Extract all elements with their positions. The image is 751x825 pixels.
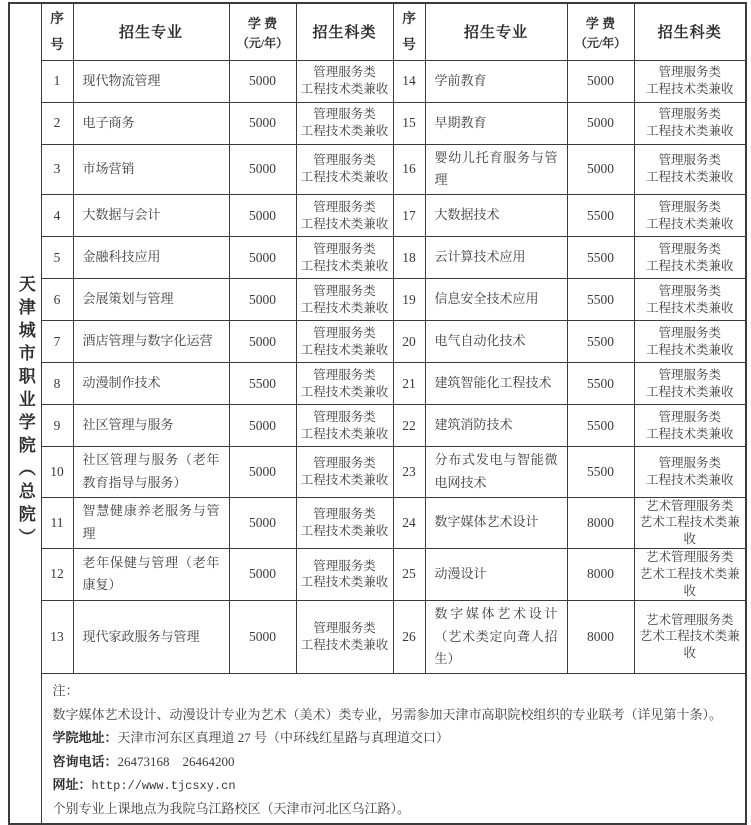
fee-header-line2: （元/年） (574, 35, 627, 50)
category-line1: 管理服务类 (658, 107, 721, 122)
major-cell: 电气自动化技术 (425, 321, 567, 363)
major-cell: 酒店管理与数字化运营 (73, 321, 229, 363)
category-line2: 工程技术类兼收 (300, 575, 389, 590)
category-line2: 工程技术类兼收 (300, 216, 389, 231)
seq-cell: 6 (41, 279, 73, 321)
category-cell (296, 447, 393, 498)
category-line1: 管理服务类 (658, 199, 721, 214)
fee-cell: 5000 (229, 447, 296, 498)
category-cell (634, 497, 746, 549)
category-line2: 工程技术类兼收 (300, 82, 389, 96)
major-cell: 现代物流管理 (73, 60, 229, 102)
fee-cell: 8000 (567, 497, 634, 549)
fee-cell: 5000 (229, 279, 296, 321)
table-row (9, 60, 746, 102)
college-name-vertical: 天津城市职业学院（总院） (9, 3, 41, 824)
major-cell: 社区管理与服务 (73, 405, 229, 447)
category-cell (634, 60, 746, 102)
category-line2: 工程技术类兼收 (645, 124, 734, 138)
fee-cell: 5500 (567, 279, 634, 321)
category-line2: 工程技术类兼收 (645, 258, 734, 273)
major-cell: 大数据技术 (425, 195, 567, 237)
fee-cell: 5000 (229, 144, 296, 195)
table-row (9, 497, 746, 549)
fee-cell: 8000 (567, 549, 634, 601)
major-cell: 大数据与会计 (73, 195, 229, 237)
category-line2: 工程技术类兼收 (300, 426, 389, 441)
seq-cell: 15 (393, 102, 425, 144)
category-header-left: 招生科类 (296, 3, 393, 60)
fee-cell: 5000 (229, 60, 296, 102)
category-line1: 管理服务类 (313, 455, 376, 470)
fee-cell: 5000 (567, 102, 634, 144)
fee-header-line1: 学 费 (585, 15, 616, 31)
fee-cell: 5000 (229, 549, 296, 601)
table-row (9, 102, 746, 144)
category-line1: 管理服务类 (313, 283, 376, 298)
major-cell: 社区管理与服务（老年教育指导与服务） (73, 447, 229, 498)
category-line2: 工程技术类兼收 (645, 426, 734, 441)
major-cell: 学前教育 (425, 60, 567, 102)
category-header-right: 招生科类 (634, 3, 746, 60)
category-cell (296, 102, 393, 144)
category-line2: 工程技术类兼收 (645, 216, 734, 231)
fee-cell: 5000 (567, 144, 634, 195)
category-cell (634, 321, 746, 363)
address-text: 天津市河东区真理道 27 号（中环线红星路与真理道交口） (117, 730, 450, 746)
fee-cell: 5000 (229, 321, 296, 363)
seq-cell: 12 (41, 549, 73, 601)
category-line2: 工程技术类兼收 (300, 300, 389, 315)
major-cell: 市场营销 (73, 144, 229, 195)
category-line2: 工程技术类兼收 (300, 342, 389, 357)
category-cell (296, 237, 393, 279)
category-line1: 管理服务类 (313, 241, 376, 256)
category-cell (296, 363, 393, 405)
seq-cell: 14 (393, 60, 425, 102)
category-line1: 管理服务类 (313, 558, 376, 573)
category-line2: 工程技术类兼收 (300, 258, 389, 273)
fee-cell: 5500 (567, 195, 634, 237)
category-cell (634, 195, 746, 237)
major-cell: 智慧健康养老服务与管理 (73, 497, 229, 549)
category-line2: 工程技术类兼收 (645, 300, 734, 315)
table-row (9, 549, 746, 601)
table-row (9, 237, 746, 279)
category-cell (634, 549, 746, 601)
major-cell: 信息安全技术应用 (425, 279, 567, 321)
seq-cell: 13 (41, 600, 73, 673)
table-row (9, 447, 746, 498)
category-cell (296, 600, 393, 673)
category-cell (296, 195, 393, 237)
category-cell (296, 497, 393, 549)
seq-cell: 17 (393, 195, 425, 237)
seq-cell: 23 (393, 447, 425, 498)
category-line1: 艺术管理服务类 (645, 498, 734, 513)
fee-cell: 5000 (229, 497, 296, 549)
category-cell (634, 600, 746, 673)
major-header-right: 招生专业 (425, 3, 567, 60)
category-line1: 管理服务类 (658, 409, 721, 424)
fee-cell: 5000 (229, 600, 296, 673)
seq-header-left (41, 3, 73, 60)
category-line1: 管理服务类 (658, 283, 721, 298)
table-row (9, 195, 746, 237)
category-line1: 管理服务类 (313, 621, 376, 635)
category-line2: 艺术工程技术类兼收 (639, 567, 740, 598)
category-cell (296, 405, 393, 447)
major-cell: 婴幼儿托育服务与管理 (425, 144, 567, 195)
seq-cell: 20 (393, 321, 425, 363)
seq-cell: 7 (41, 321, 73, 363)
notes-row (9, 674, 746, 824)
major-cell: 早期教育 (425, 102, 567, 144)
fee-cell: 5500 (567, 405, 634, 447)
fee-cell: 5500 (567, 447, 634, 498)
fee-cell: 5000 (229, 405, 296, 447)
category-cell (634, 405, 746, 447)
category-line2: 工程技术类兼收 (645, 472, 734, 487)
major-cell: 云计算技术应用 (425, 237, 567, 279)
category-line2: 工程技术类兼收 (300, 637, 389, 652)
category-line2: 工程技术类兼收 (300, 170, 389, 185)
category-line2: 工程技术类兼收 (645, 82, 734, 96)
seq-cell: 24 (393, 497, 425, 549)
category-line2: 工程技术类兼收 (645, 384, 734, 399)
category-line2: 工程技术类兼收 (300, 124, 389, 138)
category-cell (634, 102, 746, 144)
category-cell (296, 321, 393, 363)
category-cell (634, 363, 746, 405)
table-row (9, 144, 746, 195)
category-cell (634, 447, 746, 498)
table-row (9, 279, 746, 321)
category-line2: 工程技术类兼收 (300, 523, 389, 538)
major-cell: 现代家政服务与管理 (73, 600, 229, 673)
major-cell: 动漫设计 (425, 549, 567, 601)
major-cell: 建筑消防技术 (425, 405, 567, 447)
category-cell (296, 60, 393, 102)
fee-cell: 5500 (567, 363, 634, 405)
table-row (9, 321, 746, 363)
table-row (9, 363, 746, 405)
seq-cell: 2 (41, 102, 73, 144)
major-cell: 建筑智能化工程技术 (425, 363, 567, 405)
fee-cell: 5000 (229, 102, 296, 144)
category-line1: 管理服务类 (313, 153, 376, 168)
fee-cell: 5000 (229, 195, 296, 237)
major-cell: 金融科技应用 (73, 237, 229, 279)
fee-cell: 5000 (229, 237, 296, 279)
seq-header-label: 序号 (50, 11, 64, 52)
category-line2: 工程技术类兼收 (300, 384, 389, 399)
category-cell (634, 279, 746, 321)
major-cell: 电子商务 (73, 102, 229, 144)
category-line1: 管理服务类 (313, 325, 376, 340)
fee-cell: 5000 (567, 60, 634, 102)
header-row (9, 3, 746, 60)
category-line1: 管理服务类 (658, 455, 721, 470)
major-cell: 分布式发电与智能微电网技术 (425, 447, 567, 498)
seq-cell: 5 (41, 237, 73, 279)
major-cell: 会展策划与管理 (73, 279, 229, 321)
enrollment-table (8, 2, 747, 825)
phone-line (53, 752, 735, 773)
category-cell (296, 144, 393, 195)
category-cell (296, 279, 393, 321)
fee-header-line1: 学 费 (247, 15, 278, 31)
fee-cell: 5500 (567, 321, 634, 363)
seq-cell: 11 (41, 497, 73, 549)
category-line1: 管理服务类 (313, 107, 376, 122)
fee-cell: 5500 (567, 237, 634, 279)
seq-cell: 1 (41, 60, 73, 102)
website-line (53, 775, 735, 796)
category-line1: 管理服务类 (313, 409, 376, 424)
notes-section (41, 674, 746, 824)
table-row (9, 405, 746, 447)
category-cell (634, 144, 746, 195)
major-cell: 数字媒体艺术设计 (425, 497, 567, 549)
category-line2: 工程技术类兼收 (645, 342, 734, 357)
category-line2: 工程技术类兼收 (645, 170, 734, 185)
seq-cell: 22 (393, 405, 425, 447)
admissions-table-sheet (8, 2, 747, 825)
address-line (53, 728, 735, 749)
phone-label: 咨询电话： (52, 753, 118, 769)
category-line1: 管理服务类 (313, 367, 376, 382)
seq-cell: 9 (41, 405, 73, 447)
address-label: 学院地址： (52, 730, 118, 746)
category-line1: 艺术管理服务类 (645, 612, 734, 627)
seq-cell: 25 (393, 549, 425, 601)
category-line1: 艺术管理服务类 (645, 550, 734, 565)
seq-cell: 26 (393, 600, 425, 673)
category-line1: 管理服务类 (313, 506, 376, 521)
category-line1: 管理服务类 (313, 65, 376, 80)
campus-note: 个别专业上课地点为我院乌江路校区（天津市河北区乌江路）。 (52, 801, 411, 817)
table-row (9, 600, 746, 673)
seq-cell: 8 (41, 363, 73, 405)
major-cell: 数字媒体艺术设计（艺术类定向聋人招生） (425, 600, 567, 673)
category-line1: 管理服务类 (313, 199, 376, 214)
seq-cell: 4 (41, 195, 73, 237)
seq-cell: 19 (393, 279, 425, 321)
category-line2: 工程技术类兼收 (300, 472, 389, 487)
fee-cell: 8000 (567, 600, 634, 673)
fee-header-right (567, 3, 634, 60)
category-cell (296, 549, 393, 601)
category-line2: 艺术工程技术类兼收 (639, 629, 740, 661)
category-line1: 管理服务类 (658, 367, 721, 382)
category-line2: 艺术工程技术类兼收 (639, 515, 740, 547)
fee-cell: 5500 (229, 363, 296, 405)
seq-cell: 10 (41, 447, 73, 498)
note-label: 注： (52, 683, 79, 698)
seq-header-right (393, 3, 425, 60)
note-text: 数字媒体艺术设计、动漫设计专业为艺术（美术）类专业，另需参加天津市高职院校组织的专业联考（详见第十条）。 (52, 706, 723, 722)
seq-cell: 16 (393, 144, 425, 195)
category-line1: 管理服务类 (658, 153, 721, 168)
major-cell: 老年保健与管理（老年康复） (73, 549, 229, 601)
seq-cell: 21 (393, 363, 425, 405)
fee-header-left (229, 3, 296, 60)
major-cell: 动漫制作技术 (73, 363, 229, 405)
phone-text: 26473168 26464200 (117, 753, 235, 769)
website-label: 网址： (52, 777, 92, 793)
category-line1: 管理服务类 (658, 241, 721, 256)
major-header-left: 招生专业 (73, 3, 229, 60)
seq-header-label: 序号 (402, 11, 416, 52)
category-line1: 管理服务类 (658, 325, 721, 340)
category-line1: 管理服务类 (658, 65, 721, 80)
website-url: http://www.tjcsxy.cn (91, 779, 236, 794)
category-cell (634, 237, 746, 279)
fee-header-line2: （元/年） (236, 35, 289, 50)
seq-cell: 3 (41, 144, 73, 195)
seq-cell: 18 (393, 237, 425, 279)
